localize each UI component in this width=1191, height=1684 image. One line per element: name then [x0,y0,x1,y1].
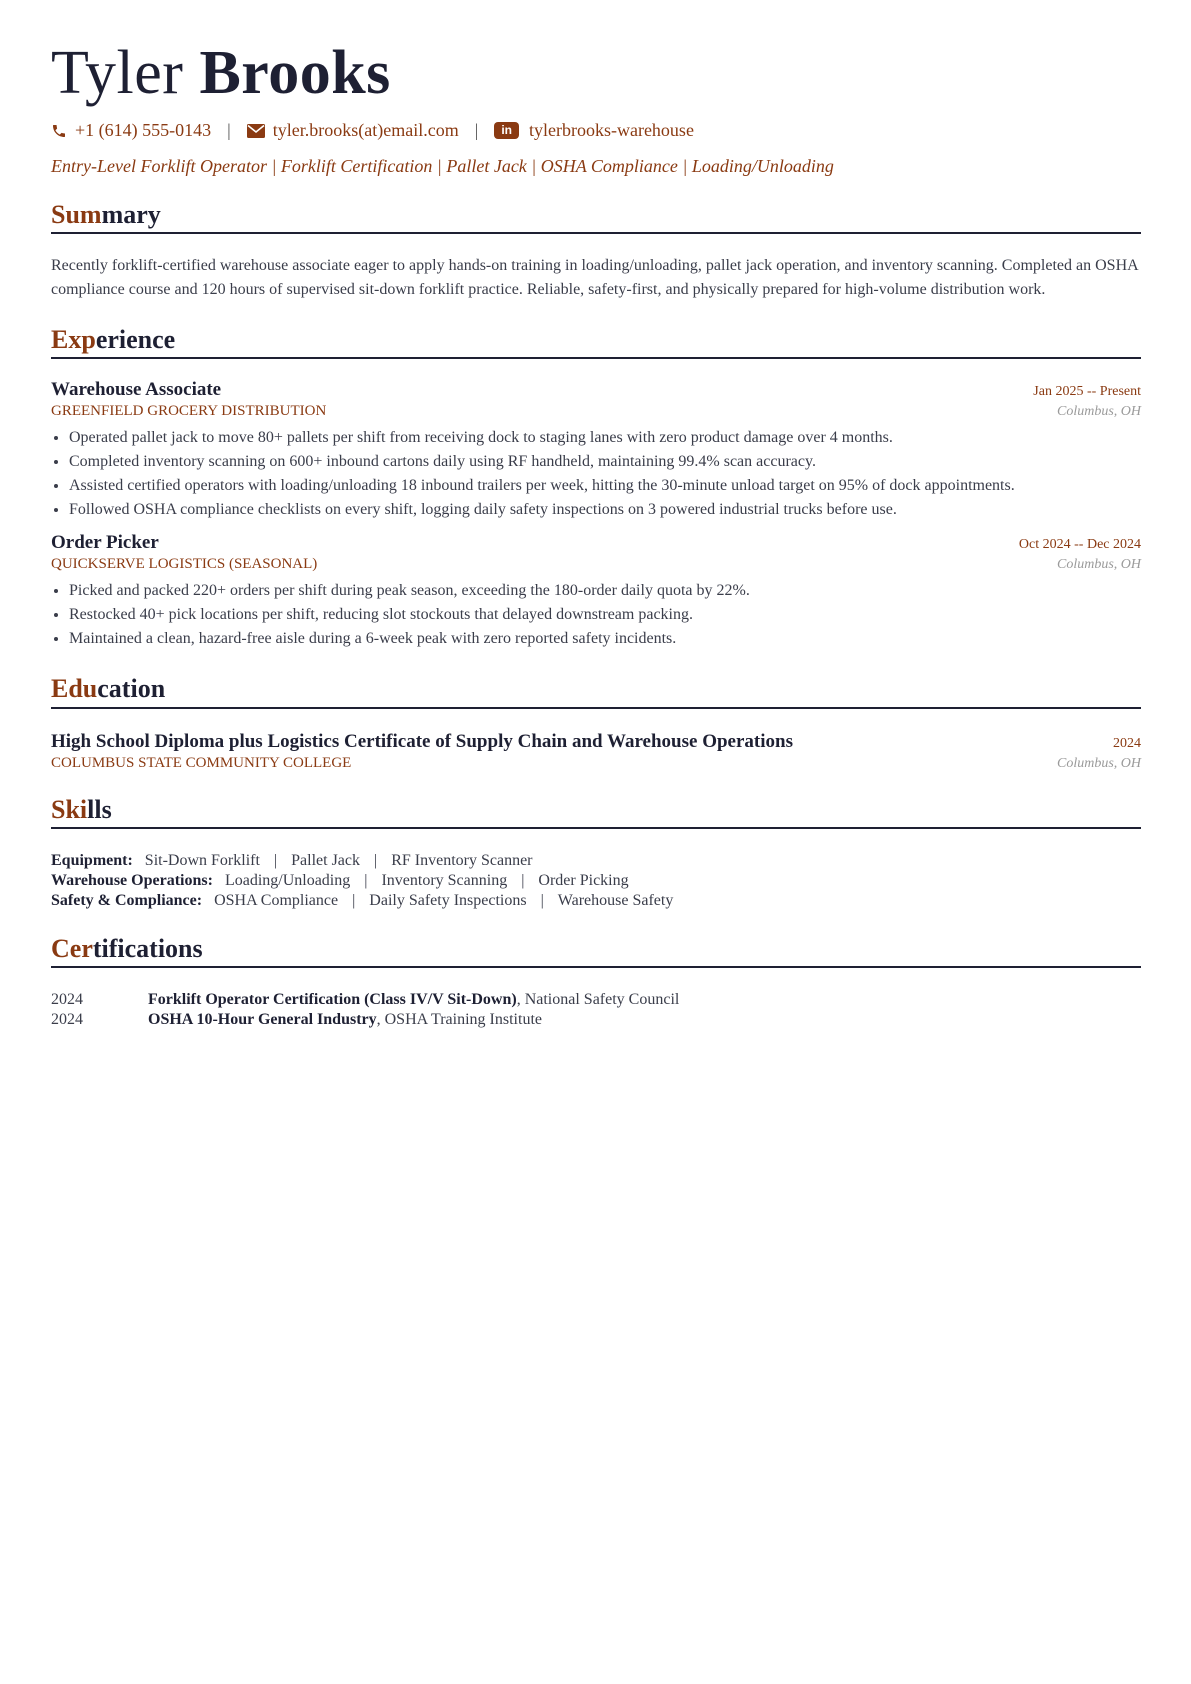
education-year: 2024 [1113,735,1141,751]
skill-row [51,891,1141,911]
job-location: Columbus, OH [1056,404,1141,420]
headline-tagline: Entry-Level Forklift Operator | Forklift Certification | Pallet Jack | OSHA Compliance | Loading/Unloading [51,156,834,176]
phone-item[interactable] [51,120,211,141]
company-name: GREENFIELD GROCERY DISTRIBUTION [51,403,327,420]
skill-item: Order Picking [538,871,629,889]
linkedin-handle: tylerbrooks-warehouse [528,120,694,140]
school-name: COLUMBUS STATE COMMUNITY COLLEGE [51,754,352,771]
job-bullets [51,426,1141,522]
skill-item: OSHA Compliance [214,891,339,909]
degree-title: High School Diploma plus Logistics Certificate of Supply Chain and Warehouse Operations [51,730,793,752]
skill-category-label: Warehouse Operations: [51,871,213,889]
phone-number: +1 (614) 555-0143 [75,120,212,140]
skill-item: Loading/Unloading [224,871,351,889]
linkedin-icon: in [494,122,519,139]
company-name: QUICKSERVE LOGISTICS (SEASONAL) [51,556,318,573]
job-entry [51,379,1141,522]
skill-row [51,871,1141,891]
bullet-item: • Operated pallet jack to move 80+ pallets per shift from receiving dock to staging lanes with zero product damage over 4 months. [69,426,1141,450]
bullet-item: • Completed inventory scanning on 600+ inbound cartons daily using RF handheld, maintaining 99.4% scan accuracy. [69,450,1141,474]
certification-issuer: , OSHA Training Institute [376,1010,542,1028]
certification-year: 2024 [51,990,83,1008]
section-title-summary: Summary [51,199,1141,234]
skill-category-label: Equipment: [51,851,133,869]
email-address: tyler.brooks(at)email.com [272,120,459,140]
section-title-certifications: Certifications [51,933,1141,968]
bullet-item: • Restocked 40+ pick locations per shift, reducing slot stockouts that delayed downstream packing. [69,603,1141,627]
skill-separator: | [273,851,278,869]
certification-name: Forklift Operator Certification (Class IV/V Sit-Down) [148,990,517,1008]
skill-separator: | [374,851,378,869]
certifications-list [51,990,1141,1030]
section-title-education: Education [51,673,1141,708]
job-entry [51,532,1141,651]
certification-year: 2024 [51,1010,83,1028]
bullet-item: • Assisted certified operators with loading/unloading 18 inbound trailers per week, hitting the 30-minute unload target on 95% of dock appointments. [69,474,1141,498]
education-entry [51,731,1141,772]
skill-separator: | [521,871,525,889]
skill-separator: | [352,891,356,909]
skill-item: Warehouse Safety [557,891,674,909]
email-item[interactable] [247,120,459,141]
certification-row [51,990,1141,1010]
skill-separator: | [364,871,368,889]
skill-item: RF Inventory Scanner [391,851,533,869]
contact-separator: | [474,120,479,140]
skill-separator: | [540,891,544,909]
contact-separator: | [227,120,231,140]
school-location: Columbus, OH [1056,755,1141,771]
job-location: Columbus, OH [1056,557,1141,573]
bullet-item: • Picked and packed 220+ orders per shift during peak season, exceeding the 180-order daily quota by 22%. [69,579,1141,603]
first-name: Tyler [51,39,184,107]
certification-issuer: , National Safety Council [516,990,680,1008]
last-name: Brooks [199,39,391,107]
skill-item: Daily Safety Inspections [369,891,527,909]
skill-item: Inventory Scanning [381,871,508,889]
skill-category-label: Safety & Compliance: [51,891,203,909]
section-title-skills: Skills [51,794,1141,829]
bullet-item: • Maintained a clean, hazard-free aisle during a 6-week peak with zero reported safety incidents. [69,627,1141,651]
certification-name: OSHA 10-Hour General Industry [148,1010,377,1028]
candidate-name [51,39,1141,107]
skill-row [51,851,1141,871]
bullet-item: • Followed OSHA compliance checklists on every shift, logging daily safety inspections on 3 powered industrial trucks before use. [69,498,1141,522]
summary-text: Recently forklift-certified warehouse associate eager to apply hands-on training in loading/unloading, pallet jack operation, and inventory scanning. Completed an OSHA compliance course and 120 hours of supervised sit-down forklift practice. Reliable, safety-first, and physically prepared for high-volume distribution work. [51,257,1138,299]
contact-line [51,120,1141,141]
linkedin-item[interactable] [494,120,694,141]
job-title: Order Picker [51,532,159,554]
job-bullets [51,579,1141,651]
job-dates: Oct 2024 -- Dec 2024 [1018,537,1141,553]
certification-row [51,1010,1141,1030]
skills-list [51,851,1141,911]
skill-item: Pallet Jack [291,851,360,869]
phone-icon [51,123,67,139]
section-title-experience: Experience [51,324,1141,359]
job-dates: Jan 2025 -- Present [1033,384,1141,400]
envelope-icon [247,124,265,138]
skill-item: Sit-Down Forklift [144,851,260,869]
job-title: Warehouse Associate [51,379,222,401]
